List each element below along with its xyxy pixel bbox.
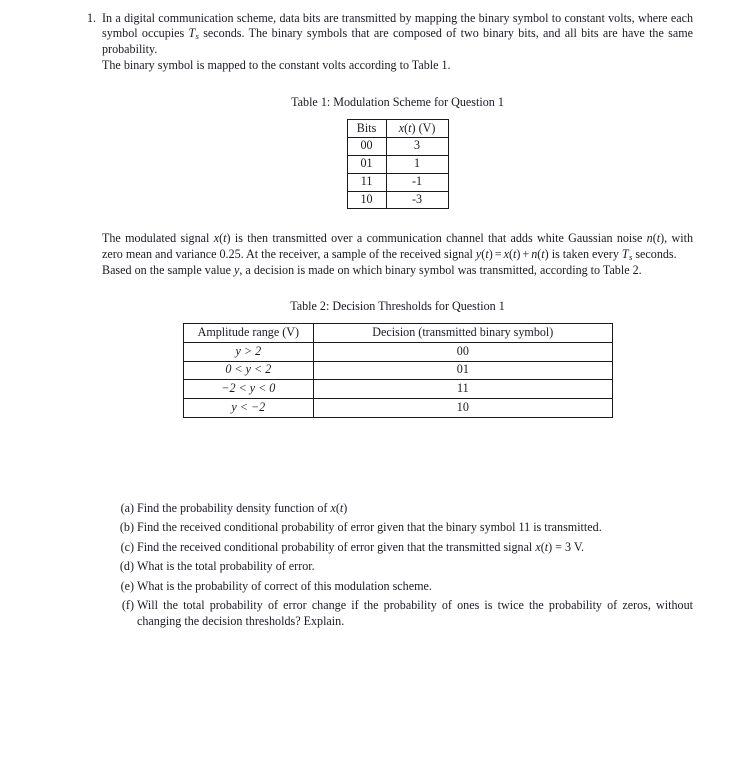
- subquestion-b-label: (b): [119, 520, 134, 535]
- table-row: [183, 361, 612, 380]
- channel-paragraph: [102, 231, 693, 262]
- intro-paragraph: [102, 11, 693, 58]
- table2-cell-decision: 00: [314, 343, 612, 362]
- table-row: [183, 343, 612, 362]
- table1-cell-bits: 10: [347, 191, 386, 209]
- math-xt-1: (t): [219, 231, 231, 246]
- table1-header-row: [347, 120, 448, 138]
- subquestion-c-math-x: x: [535, 539, 541, 554]
- math-y-1: y: [475, 246, 482, 261]
- intro-paragraph-line2: The binary symbol is mapped to the constant volts according to Table 1.: [102, 57, 451, 72]
- table2-cell-range: −2 < y < 0: [183, 380, 314, 399]
- subquestion-c-text-post: = 3 V.: [552, 539, 585, 554]
- table-row: [347, 155, 448, 173]
- channel-text-2: is then transmitted over a communication channel that adds white Gaussian noise: [230, 231, 647, 246]
- math-x-1: x: [213, 231, 220, 246]
- channel-text-3: , with zero mean and variance 0.25. At the receiver, a sample of the received signal: [102, 231, 693, 261]
- table2-cell-decision: 01: [314, 361, 612, 380]
- table-row: [183, 399, 612, 418]
- spacer-caption2-table: [102, 314, 693, 323]
- math-Ts-subscript-2: s: [628, 251, 633, 262]
- table1-cell-bits: 01: [347, 155, 386, 173]
- table2-cell-range: 0 < y < 2: [183, 361, 314, 380]
- table1-header-x: x: [398, 120, 405, 135]
- math-equals: =: [494, 246, 502, 261]
- math-y-2: y: [234, 262, 240, 277]
- table2-cell-range: y > 2: [183, 343, 314, 362]
- table1-cell-bits: 11: [347, 173, 386, 191]
- table-modulation-scheme: [347, 119, 449, 209]
- table2-header-amplitude-range: Amplitude range (V): [183, 324, 314, 343]
- table2-caption: Table 2: Decision Thresholds for Question 1: [290, 299, 505, 314]
- problem-number: 1.: [87, 11, 97, 25]
- math-Ts-base: T: [188, 26, 196, 41]
- math-yt-1: (t): [481, 246, 493, 261]
- decision-text-1: Based on the sample value: [102, 262, 234, 277]
- subquestion-e-text: What is the probability of correct of this modulation scheme.: [137, 578, 432, 593]
- table2-header-row: [183, 324, 612, 343]
- spacer-before-table1: [102, 73, 693, 84]
- table1-header-unit: (V): [418, 120, 436, 135]
- intro-text-part2: seconds. The binary symbols that are composed of two binary bits, and all bits are have the same probability.: [102, 26, 693, 57]
- table2-cell-decision: 11: [314, 380, 612, 399]
- subquestion-f: [112, 598, 693, 629]
- table1-header-bits: Bits: [347, 120, 386, 138]
- table1-head: [347, 120, 448, 138]
- subquestion-a-text-pre: Find the probability density function of: [137, 501, 331, 515]
- subquestion-e: [112, 579, 693, 594]
- subquestion-a-math-x: x: [330, 501, 336, 515]
- math-nt-1: (t): [652, 231, 665, 246]
- math-xt-2: (t): [508, 246, 521, 261]
- math-n-1: n: [646, 231, 653, 246]
- table1-caption: Table 1: Modulation Scheme for Question 1: [291, 95, 504, 110]
- subquestion-d-label: (d): [119, 559, 134, 574]
- table-row: [347, 138, 448, 156]
- math-plus: +: [522, 246, 530, 261]
- table2-body: [183, 343, 612, 418]
- problem-body: [102, 11, 693, 418]
- table-row: [183, 380, 612, 399]
- subquestion-f-label: (f): [121, 598, 134, 613]
- table1-header-value: [386, 120, 448, 138]
- subquestion-d: [112, 559, 693, 574]
- subquestion-c-text-pre: Find the received conditional probability of error given that the transmitted signal: [137, 539, 536, 554]
- table1-cell-bits: 00: [347, 138, 386, 156]
- subquestion-a-math-t: (t): [335, 501, 348, 515]
- table2-cell-decision: 10: [314, 399, 612, 418]
- subquestion-e-label: (e): [120, 578, 134, 593]
- table1-cell-value: 1: [386, 155, 448, 173]
- channel-text-5: seconds.: [632, 246, 677, 261]
- table1-body: [347, 138, 448, 209]
- table1-cell-value: -1: [386, 173, 448, 191]
- spacer-caption1-table: [102, 110, 693, 119]
- subquestion-c-text: [137, 540, 693, 555]
- subquestion-b: [112, 520, 693, 535]
- table1-cell-value: 3: [386, 138, 448, 156]
- subquestion-c: [112, 540, 693, 555]
- decision-text-2: , a decision is made on which binary symbol was transmitted, according to Table 2.: [239, 262, 642, 277]
- subquestion-f-text: Will the total probability of error change if the probability of ones is twice the probability of zeros, without changing the decision thresholds? Explain.: [137, 598, 693, 628]
- channel-text-4: is taken every: [548, 246, 622, 261]
- subquestion-d-text: What is the total probability of error.: [137, 559, 315, 574]
- table-row: [347, 191, 448, 209]
- spacer-after-table1: [102, 209, 693, 231]
- subquestion-a: [112, 501, 693, 516]
- table1-header-t: (t): [404, 120, 416, 135]
- table1-cell-value: -3: [386, 191, 448, 209]
- subquestion-list: [112, 501, 693, 633]
- table-row: [347, 173, 448, 191]
- table2-cell-range: y < −2: [183, 399, 314, 418]
- math-Ts-subscript: s: [195, 31, 199, 42]
- table2-wrapper: [102, 323, 693, 417]
- subquestion-a-label: (a): [120, 501, 134, 515]
- table1-wrapper: [102, 119, 693, 209]
- table-decision-thresholds: [183, 323, 613, 417]
- table2-header-decision: Decision (transmitted binary symbol): [314, 324, 612, 343]
- spacer-before-table1-b: [102, 84, 693, 95]
- channel-text-1: The modulated signal: [102, 231, 214, 246]
- math-Ts-base-2: T: [621, 246, 629, 261]
- math-nt-2: (t): [537, 246, 549, 261]
- problem-1: [87, 11, 693, 418]
- decision-paragraph: [102, 263, 693, 278]
- intro-text-part1: In a digital communication scheme, data bits are transmitted by mapping the binary symbol to constant volts, where each symbol occupies: [102, 11, 693, 41]
- subquestion-c-label: (c): [120, 539, 134, 554]
- spacer-before-table2: [102, 278, 693, 299]
- table2-head: [183, 324, 612, 343]
- subquestion-a-text: [137, 501, 693, 516]
- math-n-2: n: [531, 246, 538, 261]
- subquestion-c-math-t: (t): [540, 539, 553, 554]
- subquestion-b-text: Find the received conditional probability of error given that the binary symbol 11 is transmitted.: [137, 520, 602, 535]
- math-x-2: x: [503, 246, 509, 261]
